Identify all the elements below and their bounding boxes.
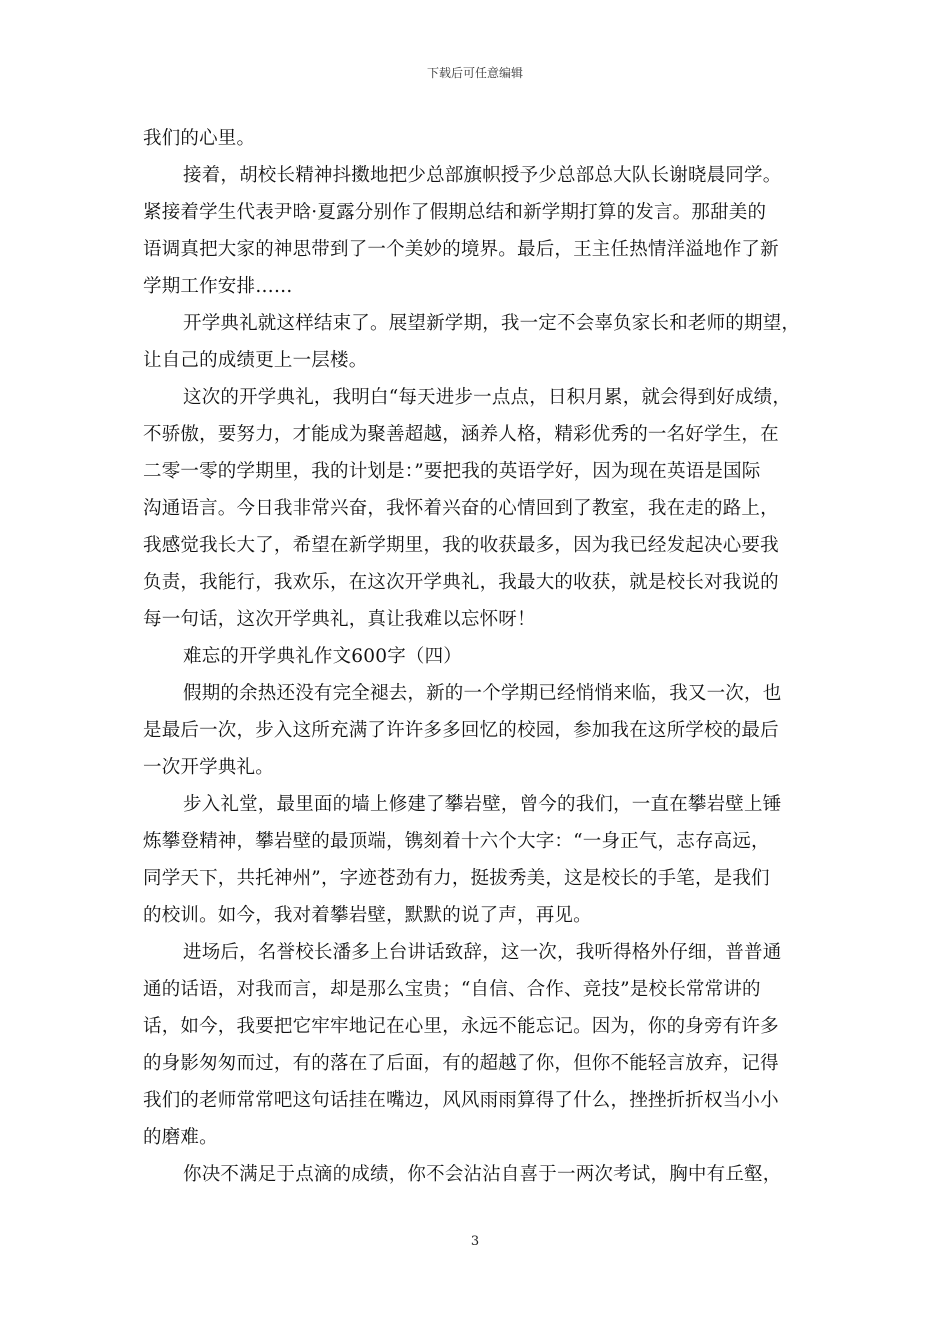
- text-line: 一次开学典礼。: [143, 757, 274, 778]
- text-line: 是最后一次，步入这所充满了许许多多回忆的校园，参加我在这所学校的最后: [143, 720, 779, 741]
- text-line: 难忘的开学典礼作文600字（四）: [183, 646, 463, 667]
- text-line: 学期工作安排……: [143, 276, 293, 297]
- text-line: 我们的老师常常吧这句话挂在嘴边，风风雨雨算得了什么，挫挫折折权当小小: [143, 1090, 779, 1111]
- text-line: 假期的余热还没有完全褪去，新的一个学期已经悄悄来临，我又一次，也: [183, 683, 782, 704]
- text-line: 这次的开学典礼，我明白“每天进步一点点，日积月累，就会得到好成绩，: [183, 387, 792, 408]
- text-line: 的身影匆匆而过，有的落在了后面，有的超越了你，但你不能轻言放弃，记得: [143, 1053, 779, 1074]
- text-line: 语调真把大家的神思带到了一个美妙的境界。最后，王主任热情洋溢地作了新: [143, 239, 779, 260]
- text-line: 同学天下，共托神州”，字迹苍劲有力，挺拔秀美，这是校长的手笔，是我们: [143, 868, 770, 889]
- text-line: 的磨难。: [143, 1127, 218, 1148]
- text-line: 开学典礼就这样结束了。展望新学期，我一定不会辜负家长和老师的期望，: [183, 313, 801, 334]
- text-line: 每一句话，这次开学典礼，真让我难以忘怀呀！: [143, 609, 536, 630]
- text-line: 沟通语言。今日我非常兴奋，我怀着兴奋的心情回到了教室，我在走的路上，: [143, 498, 779, 519]
- text-line: 炼攀登精神，攀岩壁的最顶端，镌刻着十六个大字：“一身正气，志存高远，: [143, 831, 770, 852]
- text-line: 话，如今，我要把它牢牢地记在心里，永远不能忘记。因为，你的身旁有许多: [143, 1016, 779, 1037]
- text-line: 的校训。如今，我对着攀岩壁，默默的说了声，再见。: [143, 905, 592, 926]
- text-line: 不骄傲，要努力，才能成为聚善超越，涵养人格，精彩优秀的一名好学生，在: [143, 424, 779, 445]
- text-line: 我感觉我长大了，希望在新学期里，我的收获最多，因为我已经发起决心要我: [143, 535, 779, 556]
- text-line: 通的话语，对我而言，却是那么宝贵；“自信、合作、竞技”是校长常常讲的: [143, 979, 761, 1000]
- text-line: 我们的心里。: [143, 128, 256, 149]
- text-line: 二零一零的学期里，我的计划是：”要把我的英语学好，因为现在英语是国际: [143, 461, 761, 482]
- text-line: 你决不满足于点滴的成绩，你不会沾沾自喜于一两次考试，胸中有丘壑，: [183, 1164, 782, 1185]
- text-line: 接着，胡校长精神抖擞地把少总部旗帜授予少总部总大队长谢晓晨同学。: [183, 165, 782, 186]
- text-line: 进场后，名誉校长潘多上台讲话致辞，这一次，我听得格外仔细，普普通: [183, 942, 782, 963]
- text-line: 负责，我能行，我欢乐，在这次开学典礼，我最大的收获，就是校长对我说的: [143, 572, 779, 593]
- text-line: 紧接着学生代表尹晗·夏露分别作了假期总结和新学期打算的发言。那甜美的: [143, 202, 767, 223]
- document-body: [143, 120, 807, 1193]
- text-line: 步入礼堂，最里面的墙上修建了攀岩壁，曾今的我们，一直在攀岩壁上锤: [183, 794, 782, 815]
- text-line: 让自己的成绩更上一层楼。: [143, 350, 368, 371]
- page-number: 3: [470, 1234, 480, 1249]
- page-header: 下载后可任意编辑: [426, 66, 523, 80]
